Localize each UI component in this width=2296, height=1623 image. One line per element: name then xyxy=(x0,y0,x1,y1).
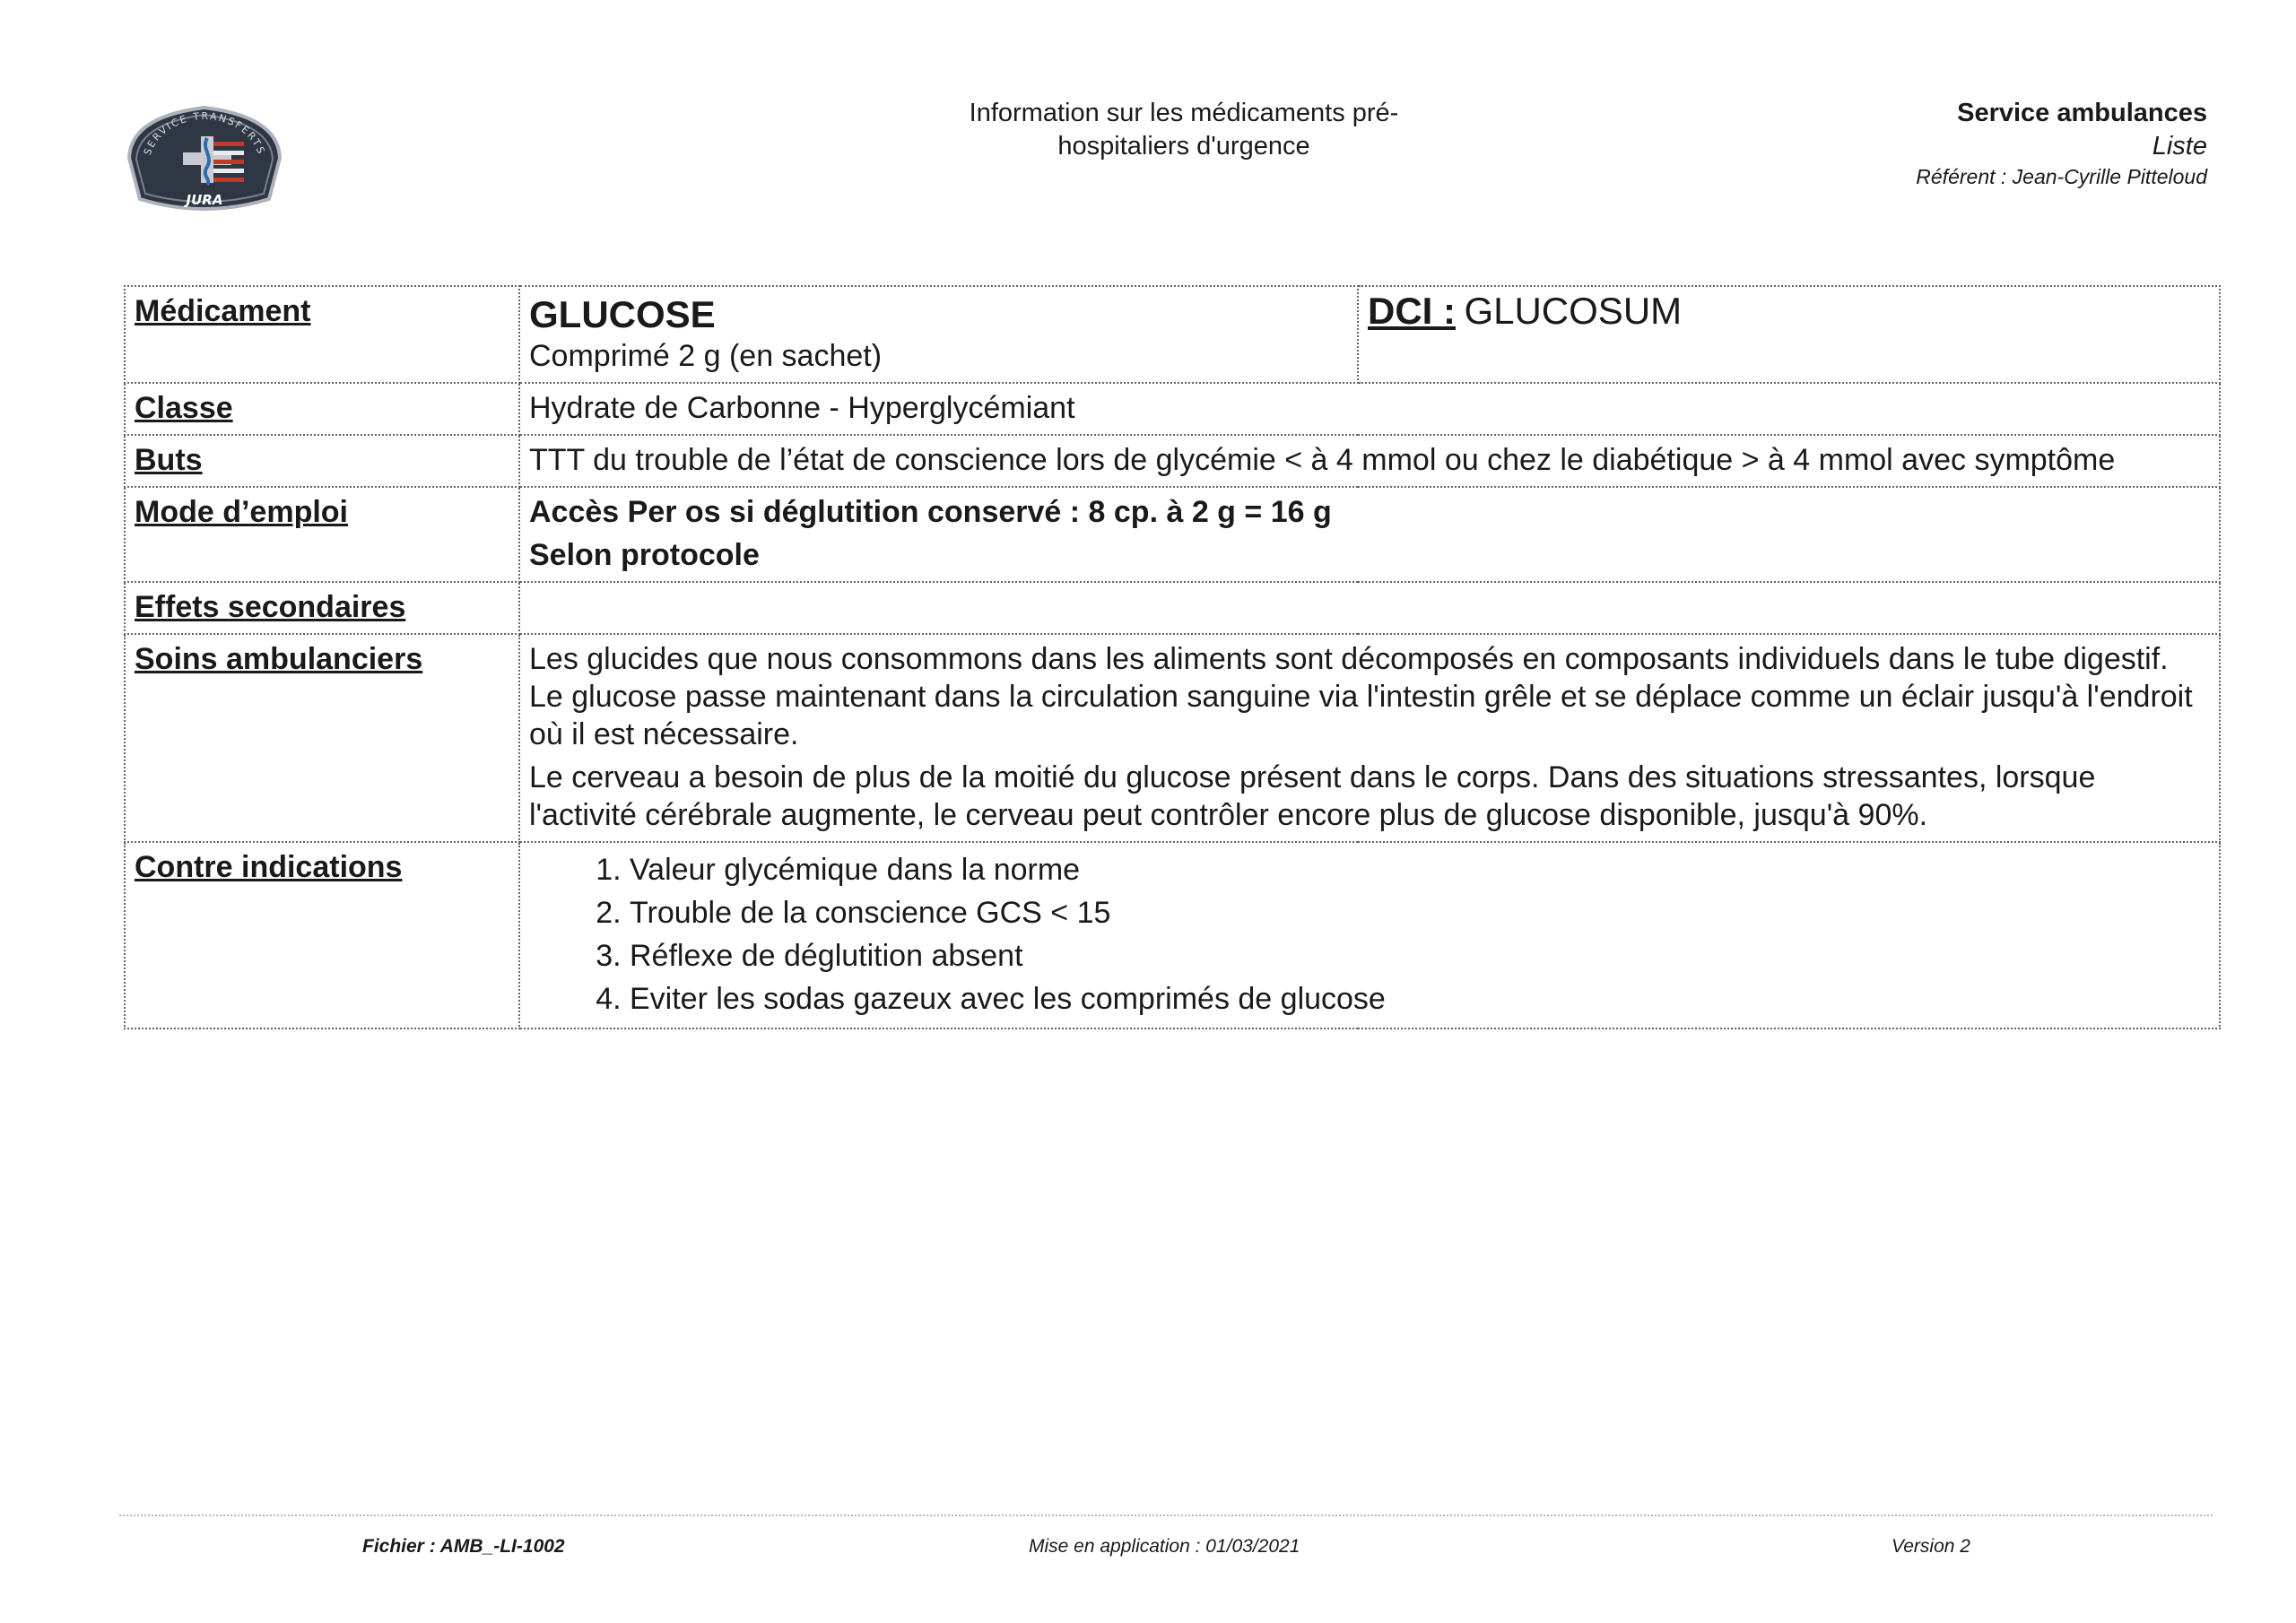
effets-value xyxy=(519,582,2220,634)
soins-paragraph-2: Le cerveau a besoin de plus de la moitié du glucose présent dans le corps. Dans des situations stressantes, lorsque l'activité cérébrale augmente, le cerveau peut contrôler encore plus de glucose disponible, jusqu'à 90%. xyxy=(529,760,2096,832)
ambulance-service-badge-icon xyxy=(124,104,285,219)
header-info xyxy=(1490,97,2207,191)
dci-label: DCI : xyxy=(1368,290,1456,332)
label-medicament: Médicament xyxy=(125,286,519,383)
title-line-2: hospitaliers d'urgence xyxy=(1057,132,1310,161)
medication-table xyxy=(124,285,2221,1029)
contre-indications-cell xyxy=(519,842,2220,1028)
row-mode-emploi xyxy=(125,487,2220,582)
document-title xyxy=(897,97,1471,163)
mode-emploi-cell xyxy=(519,487,2220,582)
buts-value: TTT du trouble de l’état de conscience lors de glycémie < à 4 mmol ou chez le diabétique > à 4 mmol avec symptôme xyxy=(519,435,2220,487)
row-medicament xyxy=(125,286,2220,383)
soins-cell xyxy=(519,634,2220,842)
medicament-form: Comprimé 2 g (en sachet) xyxy=(529,339,883,373)
medicament-cell xyxy=(519,286,1358,383)
row-soins-ambulanciers xyxy=(125,634,2220,842)
footer-divider xyxy=(119,1515,2213,1516)
row-effets-secondaires xyxy=(125,582,2220,634)
mode-emploi-line-1: Accès Per os si déglutition conservé : 8 cp. à 2 g = 16 g xyxy=(529,495,1332,529)
list-item: 4. Eviter les sodas gazeux avec les comprimés de glucose xyxy=(630,977,2210,1020)
service-name: Service ambulances xyxy=(1957,99,2207,127)
row-buts xyxy=(125,435,2220,487)
mode-emploi-line-2: Selon protocole xyxy=(529,538,760,572)
label-mode-emploi: Mode d’emploi xyxy=(125,487,519,582)
row-contre-indications xyxy=(125,842,2220,1028)
label-classe: Classe xyxy=(125,383,519,435)
label-soins-ambulanciers: Soins ambulanciers xyxy=(125,634,519,842)
list-item: 2. Trouble de la conscience GCS < 15 xyxy=(630,891,2210,934)
classe-value: Hydrate de Carbonne - Hyperglycémiant xyxy=(519,383,2220,435)
document-type: Liste xyxy=(2152,132,2207,161)
title-line-1: Information sur les médicaments pré- xyxy=(969,99,1399,127)
dci-value: GLUCOSUM xyxy=(1464,290,1683,332)
label-effets-secondaires: Effets secondaires xyxy=(125,582,519,634)
list-item: 3. Réflexe de déglutition absent xyxy=(630,934,2210,977)
logo-bottom-text: JURA xyxy=(186,192,223,208)
contre-indications-list xyxy=(529,848,2210,1020)
label-contre-indications: Contre indications xyxy=(125,842,519,1028)
service-logo xyxy=(124,104,285,219)
dci-cell xyxy=(1358,286,2220,383)
soins-paragraph-1: Les glucides que nous consommons dans les aliments sont décomposés en composants individuels dans le tube digestif. Le glucose passe maintenant dans la circulation sanguine via l'intestin grêle et se déplace comme un éclair jusqu'à l'endroit où il est nécessaire. xyxy=(529,642,2193,751)
medicament-name: GLUCOSE xyxy=(529,293,716,335)
logo-arc-text: SERVICE TRANSFERTS xyxy=(141,110,268,157)
list-item: 1. Valeur glycémique dans la norme xyxy=(630,848,2210,891)
footer-version: Version 2 xyxy=(1892,1536,1970,1557)
label-buts: Buts xyxy=(125,435,519,487)
footer-date: Mise en application : 01/03/2021 xyxy=(1029,1536,1300,1557)
referent: Référent : Jean-Cyrille Pitteloud xyxy=(1916,165,2207,188)
footer-file: Fichier : AMB_-LI-1002 xyxy=(362,1536,565,1557)
row-classe xyxy=(125,383,2220,435)
